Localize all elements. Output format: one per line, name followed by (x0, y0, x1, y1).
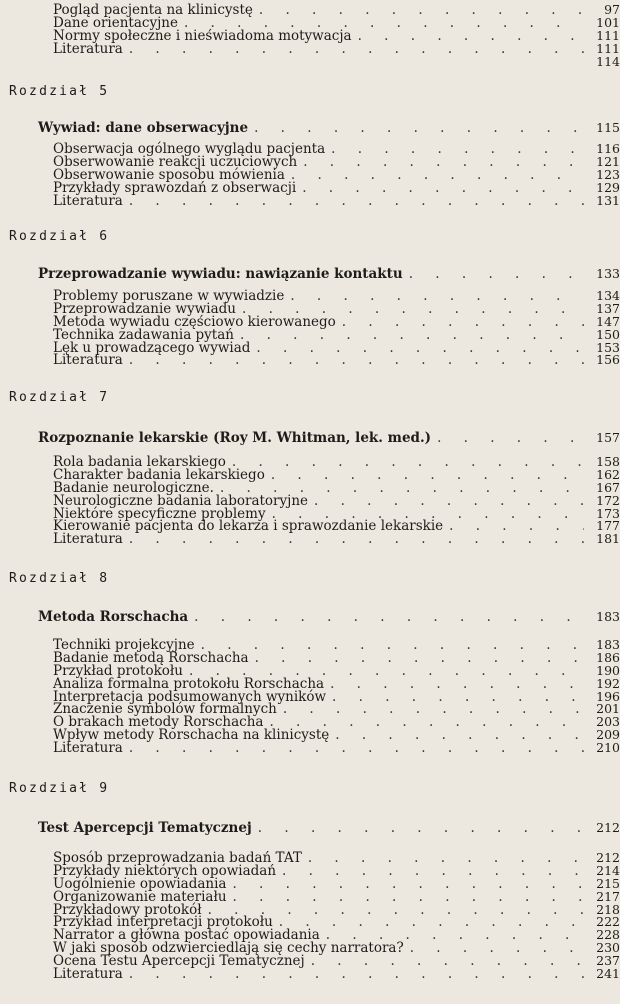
toc-entry-title: Przykłady sprawozdań z obserwacji (53, 179, 297, 196)
toc-entry-title: Lęk u prowadzącego wywiad (53, 339, 251, 356)
chapter-9-entries (0, 852, 620, 981)
toc-entry-title: Literatura (53, 966, 123, 983)
toc-entry-title: Organizowanie materiału (53, 888, 227, 905)
toc-entry-page: 101 (596, 14, 620, 30)
toc-entry-title: Sposób przeprowadzania badań TAT (53, 850, 302, 866)
toc-entry-page: 137 (596, 300, 620, 316)
toc-entry-title: Literatura (53, 40, 123, 57)
chapter-8-entries (0, 639, 620, 755)
toc-entry-title: Badanie neurologiczne. (53, 479, 214, 496)
toc-entry-page: 116 (596, 141, 620, 156)
toc-entry-title: W jaki sposób odzwierciedlają się cechy narratora? (53, 940, 404, 957)
toc-entry-title: Literatura (53, 192, 123, 209)
toc-entry-page: 167 (596, 479, 620, 495)
toc-entry[interactable] (0, 968, 620, 981)
toc-entry-title: Literatura (53, 740, 123, 757)
toc-entry[interactable] (0, 742, 620, 755)
toc-entry-page: 209 (596, 727, 620, 743)
toc-entry-title: Neurologiczne badania laboratoryjne (53, 492, 309, 509)
toc-entry-title: Badanie metodą Rorschacha (53, 649, 249, 666)
toc-entry-page: 192 (596, 675, 620, 691)
toc-entry[interactable] (0, 354, 620, 367)
toc-entry-page: 173 (596, 505, 620, 521)
toc-entry-page: 153 (596, 339, 620, 355)
toc-entry-title: Obserwowanie reakcji uczuciowych (53, 153, 298, 170)
toc-entry-title: Kierowanie pacjenta do lekarza i sprawozdanie lekarskie (53, 518, 444, 535)
toc-entry-page: 97 (604, 2, 620, 17)
toc-entry-title: Przykład interpretacji protokołu (53, 914, 273, 931)
toc-entry-page: 214 (596, 862, 620, 878)
chapter-label: Rozdział 9 (9, 781, 110, 796)
toc-entry-page: 237 (596, 953, 620, 969)
chapter-heading-page: 133 (596, 266, 620, 281)
toc-entry-title: Pogląd pacjenta na klinicystę (53, 2, 253, 18)
chapter-heading-page: 115 (596, 120, 620, 135)
toc-entry-title: Interpretacja podsumowanych wyników (53, 688, 327, 705)
chapter-label: Rozdział 5 (9, 84, 110, 99)
chapter-5-entries (0, 143, 620, 207)
toc-entry-page: 190 (596, 662, 620, 678)
toc-entry-title: Przykłady niektórych opowiadań (53, 862, 277, 879)
toc-entry-title: Ocena Testu Apercepcji Tematycznej (53, 953, 305, 970)
toc-entry[interactable] (0, 533, 620, 546)
chapter-heading[interactable] (0, 430, 620, 446)
toc-entry-page: 111 (596, 40, 620, 56)
toc-entry-page: 172 (596, 492, 620, 508)
toc-entry-page: 212 (596, 850, 620, 865)
toc-entry-title: Obserwacja ogólnego wyglądu pacjenta (53, 141, 326, 157)
toc-entry-page: 218 (596, 901, 620, 917)
chapter-heading-page: 183 (596, 609, 620, 624)
toc-entry-page: 134 (596, 288, 620, 303)
toc-entry-title: Analiza formalna protokołu Rorschacha (53, 675, 325, 692)
toc-entry-title: Technika zadawania pytań (53, 326, 234, 343)
toc-entry-title: Przeprowadzanie wywiadu (53, 300, 237, 317)
toc-entry-page: 186 (596, 649, 620, 665)
chapter-heading-title: Metoda Rorschacha (38, 609, 189, 625)
chapter-heading-title: Wywiad: dane obserwacyjne (38, 120, 249, 136)
toc-entry-title: Obserwowanie sposobu mówienia (53, 166, 285, 183)
chapter-heading[interactable] (0, 609, 620, 625)
toc-entry-title: Rola badania lekarskiego (53, 454, 226, 470)
toc-entry-page: 162 (596, 466, 620, 482)
toc-entry-page: 158 (596, 454, 620, 469)
toc-entry-page: 230 (596, 940, 620, 956)
toc-entry-page: 114 (596, 53, 620, 69)
toc-entry-page: 241 (596, 966, 620, 982)
toc-entry-page: 177 (596, 518, 620, 534)
toc-entry-page: 181 (596, 531, 620, 547)
chapter-heading-page: 212 (596, 820, 620, 835)
toc-entry-page: 201 (596, 701, 620, 717)
chapter-6-entries (0, 290, 620, 367)
toc-entry-page: 131 (596, 192, 620, 208)
toc-continuation (0, 4, 620, 68)
chapter-heading-title: Test Apercepcji Tematycznej (38, 820, 252, 836)
chapter-7-entries (0, 456, 620, 546)
chapter-heading[interactable] (0, 266, 620, 282)
toc-entry-title: Przykład protokołu (53, 662, 183, 679)
toc-entry-page: 183 (596, 637, 620, 652)
toc-entry-page: 203 (596, 714, 620, 730)
chapter-label: Rozdział 6 (9, 229, 110, 244)
toc-entry-page: 210 (596, 740, 620, 756)
toc-entry-title: Literatura (53, 352, 123, 369)
toc-entry-page: 217 (596, 888, 620, 904)
toc-entry-title: Techniki projekcyjne (53, 637, 195, 653)
toc-entry-title: Znaczenie symbolów formalnych (53, 701, 277, 718)
toc-entry-title: Przykładowy protokół (53, 901, 202, 918)
toc-entry-page: 228 (596, 927, 620, 943)
toc-entry-title: Niektóre specyficzne problemy (53, 505, 266, 522)
toc-entry-title: Normy społeczne i nieświadoma motywacja (53, 27, 352, 44)
chapter-heading-title: Rozpoznanie lekarskie (Roy M. Whitman, lek. med.) (38, 430, 432, 446)
toc-entry-title: Uogólnienie opowiadania (53, 875, 227, 892)
toc-entry-page: 129 (596, 179, 620, 195)
chapter-heading[interactable] (0, 820, 620, 836)
toc-entry-title: Metoda wywiadu częściowo kierowanego (53, 313, 336, 330)
chapter-label: Rozdział 7 (9, 390, 110, 405)
chapter-heading-title: Przeprowadzanie wywiadu: nawiązanie kontaktu (38, 266, 403, 282)
chapter-label: Rozdział 8 (9, 571, 110, 586)
chapter-heading-page: 157 (596, 430, 620, 445)
toc-entry[interactable] (0, 40, 620, 57)
toc-entry-page: 147 (596, 313, 620, 329)
toc-entry-page: 215 (596, 875, 620, 891)
toc-entry-title: Dane orientacyjne (53, 14, 178, 31)
toc-entry-page: 111 (596, 27, 620, 43)
chapter-heading[interactable] (0, 120, 620, 136)
toc-entry-title: Problemy poruszane w wywiadzie (53, 288, 285, 304)
toc-entry-title: Narrator a główna postać opowiadania (53, 927, 320, 944)
toc-entry-page: 196 (596, 688, 620, 704)
toc-entry-page: 222 (596, 914, 620, 930)
toc-entry-page: 123 (596, 166, 620, 182)
toc-entry-title: O brakach metody Rorschacha (53, 714, 264, 731)
toc-entry-page: 150 (596, 326, 620, 342)
toc-entry-title: Wpływ metody Rorschacha na klinicystę (53, 727, 330, 744)
toc-entry-page: 121 (596, 153, 620, 169)
toc-entry-extra (0, 53, 620, 69)
toc-entry-page: 156 (596, 352, 620, 368)
toc-entry-title: Literatura (53, 531, 123, 548)
toc-entry-title: Charakter badania lekarskiego (53, 466, 265, 483)
toc-entry[interactable] (0, 192, 620, 209)
